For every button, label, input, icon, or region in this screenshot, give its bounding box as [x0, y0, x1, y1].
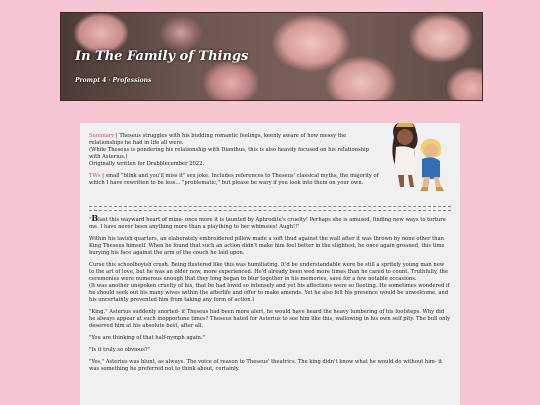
story-paragraph: Within his lavish quarters, an elaborately embroidered pillow made a soft thud against the wall after it was thrown by none other than King Theseus himself. When he found that such an action didn't make him feel better in the slightest, he once again groaned, this time burying his face against the arm of the couch he laid upon. [89, 236, 445, 256]
header-banner [60, 12, 483, 101]
drop-cap: B [91, 213, 99, 223]
story-body [89, 215, 451, 378]
summary-label: Summary [89, 133, 115, 139]
story-title: In The Family of Things [75, 49, 249, 64]
story-panel [80, 123, 460, 405]
story-paragraph: "Yes," Asterius was blunt, as always. The voice of reason to Theseus' theatrics. The king didn't know what he would do without him- it was something he preferred not to think about, certainly. [89, 359, 442, 372]
summary-separator: | [115, 133, 118, 139]
summary-origin: Originally written for Drabblecember 2022. [89, 161, 205, 167]
summary-text: Theseus struggles with his budding romantic feelings, keenly aware of how messy the relationships he had in life all were. [89, 133, 347, 146]
tw-label: TWs [89, 173, 101, 179]
summary-block [89, 133, 379, 192]
story-meta: Prompt 4 · Professions [75, 77, 152, 84]
section-divider [89, 206, 451, 211]
story-paragraph: Curse this schoolboyish crush. Being flustered like this was humiliating. It'd be understandable were he still a spritely young man new to the art of love, but he was an older now, more experienced. He'd already been wed more times than he cared to count. Truthfully, the ceremonies were numerous enough that they long began to blur together in his memories, save for a few notable occasions. (It was another unspoken cruelty of his, that he had loved so intensely and yet his affections were so fleeting. He sometimes wondered if he should seek out his many wives within the afterlife and offer to make amends. Yet he also felt his presence would be unwelcome, and his uncertainty prevented him from taking any form of action.) [89, 262, 450, 303]
story-paragraph: "Is it truly so obvious?" [89, 347, 151, 353]
story-paragraph: "You are thinking of that half-nymph again." [89, 335, 205, 341]
summary-note: (While Theseus is pondering his relationship with Dianthus, this is also heavily focused on his relationship with Asterius.) [89, 147, 369, 160]
story-paragraph: "Blast this wayward heart of mine- once more it is taunted by Aphrodite's cruelty! Perhaps she is amused, finding new ways to torture me. I have never been anything more than a plaything to her whimsies! Augh!!" [89, 213, 446, 230]
story-paragraph: "King." Asterius suddenly snorted- if Theseus had been more alert, he would have heard the heavy lumbering of his footsteps. Why did he always appear at such inopportune times? Theseus hated for Asterius to see him like this, wallowing in his own self pity. The bull only deserved him at his absolute best, after all. [89, 309, 451, 329]
character-illustration [376, 123, 454, 193]
tw-text: | small "blink and you'll miss it" sex joke. Includes references to Theseus' classical myths, the majority of which I have rewritten to be less... "problematic," but please be wary if you look into them on your own. [89, 173, 379, 186]
